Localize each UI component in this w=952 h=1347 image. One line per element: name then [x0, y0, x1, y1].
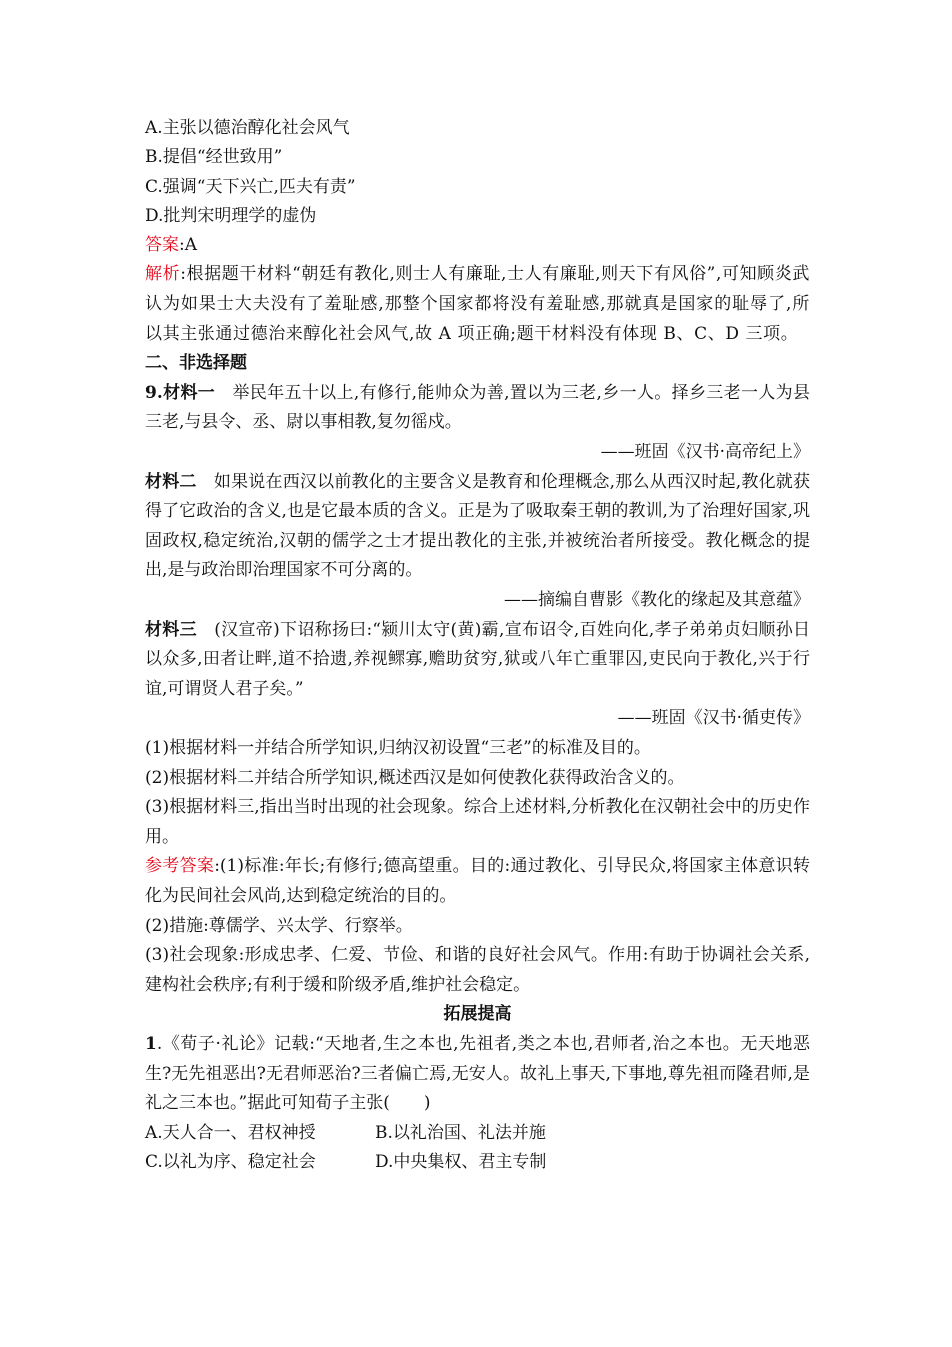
- material-1-source: ——班固《汉书·高帝纪上》: [600, 442, 810, 463]
- reference-answer-label: 参考答案: [145, 856, 215, 877]
- answer-label: 答案: [145, 235, 179, 256]
- analysis-text: :根据题干材料“朝廷有教化,则士人有廉耻,士人有廉耻,则天下有风俗”,可知顾炎武认为如果士大夫没有了羞耻感,那整个国家都将没有羞耻感,那就真是国家的耻辱了,所以其主张通过德治来醇化社会风气,故 A 项正确;题干材料没有体现 B、C、D 三项。: [145, 264, 810, 344]
- e1-option-a: A.天人合一、君权神授: [145, 1122, 316, 1143]
- material-3-text: (汉宣帝)下诏称扬曰:“颍川太守(黄)霸,宣布诏令,百姓向化,孝子弟弟贞妇顺孙日以众多,田者让畔,道不拾遗,养视鳏寡,赡助贫穷,狱或八年亡重罪囚,吏民向于教化,兴于行谊,可谓贤人君子矣。”: [145, 619, 810, 699]
- q9-subquestion-2: (2)根据材料二并结合所学知识,概述西汉是如何使教化获得政治含义的。: [145, 767, 685, 788]
- e1-stem-text: .《荀子·礼论》记载:“天地者,生之本也,先祖者,类之本也,君师者,治之本也。无天地恶生?无先祖恶出?无君师恶治?三者偏亡焉,无安人。故礼上事天,下事地,尊先祖而隆君师,是礼之三本也。”据此可知荀子主张( ): [145, 1033, 810, 1114]
- material-2-source: ——摘编自曹影《教化的缘起及其意蕴》: [504, 590, 810, 611]
- q8-option-a: A.主张以德治醇化社会风气: [145, 118, 350, 138]
- e1-option-d: D.中央集权、君主专制: [375, 1152, 547, 1172]
- material-3-source: ——班固《汉书·循吏传》: [617, 708, 810, 729]
- q9-subquestion-1: (1)根据材料一并结合所学知识,归纳汉初设置“三老”的标准及目的。: [145, 737, 651, 758]
- q9-material-3: [145, 616, 810, 705]
- q8-option-c: C.强调“天下兴亡,匹夫有责”: [145, 176, 356, 197]
- q8-option-d: D.批判宋明理学的虚伪: [145, 205, 317, 226]
- extension-title: 拓展提高: [443, 1004, 512, 1025]
- answer-value: :A: [179, 235, 198, 256]
- e1-option-c: C.以礼为序、稳定社会: [145, 1152, 316, 1172]
- q8-analysis: [145, 260, 810, 349]
- analysis-label: 解析: [145, 264, 181, 285]
- q9-reference-answer: [145, 852, 810, 911]
- reference-answer-2: (2)措施:尊儒学、兴太学、行察举。: [145, 915, 413, 936]
- q9-material-2: [145, 468, 810, 586]
- q8-option-b: B.提倡“经世致用”: [145, 147, 283, 168]
- e1-number: 1: [145, 1033, 157, 1054]
- e1-option-b: B.以礼治国、礼法并施: [375, 1122, 546, 1143]
- q9-subquestion-3: (3)根据材料三,指出当时出现的社会现象。综合上述材料,分析教化在汉朝社会中的历史作用。: [145, 797, 810, 847]
- material-1-label: 材料一: [162, 382, 216, 403]
- q9-material-1: 9.材料一 举民年五十以上,有修行,能帅众为善,置以为三老,乡一人。择乡三老一人为县三老,与县令、丞、尉以事相教,复勿徭戍。: [145, 382, 811, 433]
- section-title: 二、非选择题: [145, 353, 247, 374]
- worksheet-page: [145, 114, 810, 1177]
- material-3-label: 材料三: [145, 619, 197, 640]
- material-2-text: 如果说在西汉以前教化的主要含义是教育和伦理概念,那么从西汉时起,教化就获得了它政治的含义,也是它最本质的含义。正是为了吸取秦王朝的教训,为了治理好国家,巩固政权,稳定统治,汉朝的儒学之士才提出教化的主张,并被统治者所接受。教化概念的提出,是与政治即治理国家不可分离的。: [145, 471, 811, 581]
- material-1-text: 举民年五十以上,有修行,能帅众为善,置以为三老,乡一人。择乡三老一人为县三老,与县令、丞、尉以事相教,复勿徭戍。: [145, 382, 811, 433]
- reference-answer-3: (3)社会现象:形成忠孝、仁爱、节俭、和谐的良好社会风气。作用:有助于协调社会关系,建构社会秩序;有利于缓和阶级矛盾,维护社会稳定。: [145, 945, 810, 995]
- e1-stem: [145, 1030, 810, 1119]
- e1-options-row-1: [145, 1119, 810, 1148]
- material-2-label: 材料二: [145, 471, 197, 492]
- q8-answer: [145, 231, 810, 260]
- reference-answer-1: :(1)标准:年长;有修行;德高望重。目的:通过教化、引导民众,将国家主体意识转化为民间社会风尚,达到稳定统治的目的。: [145, 856, 810, 906]
- e1-options-row-2: [145, 1148, 810, 1177]
- q9-number: 9: [145, 382, 157, 403]
